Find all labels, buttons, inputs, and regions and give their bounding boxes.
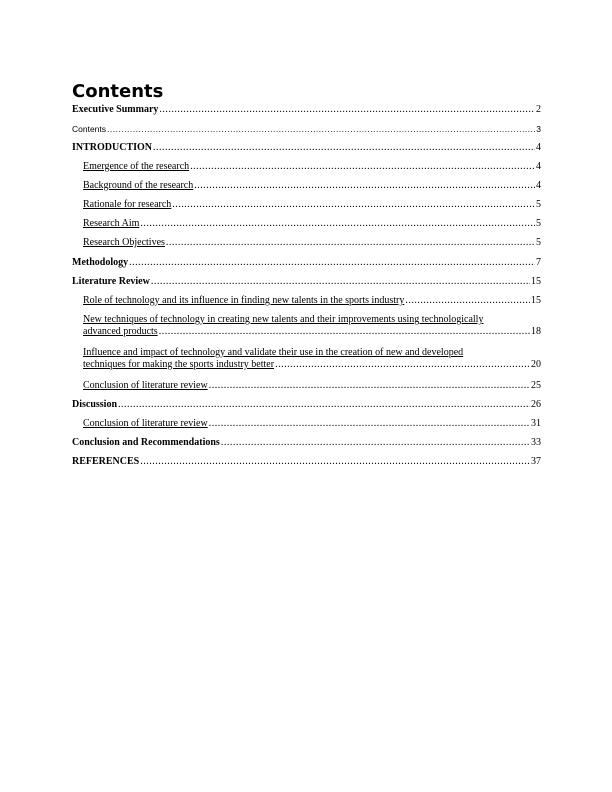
toc-entry-title: Contents bbox=[72, 124, 107, 134]
toc-page-number: 4 bbox=[536, 161, 541, 172]
toc-entry-link[interactable]: New techniques of technology in creating new talents and their improvements using technologically bbox=[83, 314, 484, 325]
contents-heading: Contents bbox=[72, 81, 164, 102]
toc-entry-link[interactable]: Role of technology and its influence in finding new talents in the sports industry bbox=[83, 295, 405, 306]
dot-leader bbox=[166, 237, 535, 249]
dot-leader bbox=[118, 399, 530, 411]
dot-leader bbox=[190, 161, 535, 173]
toc-entry-link[interactable]: Influence and impact of technology and validate their use in the creation of new and developed bbox=[83, 347, 464, 358]
toc-entry-contents[interactable] bbox=[72, 123, 541, 135]
toc-entry-research-aim[interactable] bbox=[83, 218, 541, 230]
toc-entry-link[interactable]: Conclusion of literature review bbox=[83, 380, 208, 391]
toc-entry-research-objectives[interactable] bbox=[83, 237, 541, 249]
toc-entry-title: Conclusion and Recommendations bbox=[72, 437, 220, 448]
dot-leader bbox=[209, 418, 530, 430]
toc-entry-discussion[interactable] bbox=[72, 399, 541, 411]
toc-page-number: 26 bbox=[531, 399, 541, 410]
toc-page-number: 37 bbox=[531, 456, 541, 467]
toc-entry-link-continued[interactable]: advanced products bbox=[83, 326, 158, 337]
dot-leader bbox=[107, 123, 535, 135]
toc-entry-conclusion-literature-review[interactable] bbox=[83, 380, 541, 392]
toc-page-number: 15 bbox=[531, 295, 541, 306]
toc-entry-title: INTRODUCTION bbox=[72, 142, 153, 153]
toc-page-number: 5 bbox=[536, 237, 541, 248]
dot-leader bbox=[151, 276, 530, 288]
dot-leader bbox=[172, 199, 535, 211]
toc-entry-methodology[interactable] bbox=[72, 257, 541, 269]
toc-entry-background[interactable] bbox=[83, 180, 541, 192]
dot-leader bbox=[153, 142, 535, 154]
dot-leader bbox=[209, 380, 530, 392]
toc-entry-link[interactable]: Background of the research bbox=[83, 180, 194, 191]
toc-entry-references[interactable] bbox=[72, 456, 541, 468]
toc-entry-influence-and-impact[interactable] bbox=[83, 347, 541, 371]
toc-page-number: 25 bbox=[531, 380, 541, 391]
dot-leader bbox=[140, 218, 535, 230]
toc-page-number: 20 bbox=[531, 359, 541, 370]
dot-leader bbox=[221, 437, 530, 449]
toc-entry-link[interactable]: Rationale for research bbox=[83, 199, 172, 210]
toc-page-number: 31 bbox=[531, 418, 541, 429]
toc-entry-introduction[interactable] bbox=[72, 142, 541, 154]
dot-leader bbox=[194, 180, 535, 192]
dot-leader bbox=[405, 295, 530, 307]
toc-page-number: 4 bbox=[536, 142, 541, 153]
toc-page-number: 18 bbox=[531, 326, 541, 337]
dot-leader bbox=[129, 257, 535, 269]
toc-entry-new-techniques[interactable] bbox=[83, 314, 541, 338]
toc-entry-emergence[interactable] bbox=[83, 161, 541, 173]
toc-entry-link[interactable]: Research Objectives bbox=[83, 237, 165, 248]
toc-entry-conclusion-recommendations[interactable] bbox=[72, 437, 541, 449]
toc-page-number: 3 bbox=[536, 124, 541, 134]
toc-page-number: 7 bbox=[536, 257, 541, 268]
dot-leader bbox=[275, 359, 530, 371]
dot-leader bbox=[140, 456, 530, 468]
toc-entry-title: Methodology bbox=[72, 257, 129, 268]
toc-entry-role-of-technology[interactable] bbox=[83, 295, 541, 307]
toc-page-number: 33 bbox=[531, 437, 541, 448]
toc-page-number: 2 bbox=[536, 104, 541, 115]
toc-entry-link[interactable]: Conclusion of literature review bbox=[83, 418, 208, 429]
toc-page-number: 4 bbox=[536, 180, 541, 191]
toc-entry-executive-summary[interactable] bbox=[72, 104, 541, 116]
toc-entry-literature-review[interactable] bbox=[72, 276, 541, 288]
toc-entry-link[interactable]: Emergence of the research bbox=[83, 161, 190, 172]
dot-leader bbox=[159, 326, 530, 338]
toc-entry-link-continued[interactable]: techniques for making the sports industry better bbox=[83, 359, 275, 370]
toc-entry-title: Discussion bbox=[72, 399, 118, 410]
dot-leader bbox=[159, 104, 535, 116]
toc-entry-rationale[interactable] bbox=[83, 199, 541, 211]
toc-entry-conclusion-literature-review-2[interactable] bbox=[83, 418, 541, 430]
toc-entry-title: REFERENCES bbox=[72, 456, 140, 467]
toc-entry-title: Executive Summary bbox=[72, 104, 159, 115]
toc-page-number: 5 bbox=[536, 218, 541, 229]
toc-entry-title: Literature Review bbox=[72, 276, 150, 287]
toc-page-number: 15 bbox=[531, 276, 541, 287]
toc-page-number: 5 bbox=[536, 199, 541, 210]
toc-entry-link[interactable]: Research Aim bbox=[83, 218, 140, 229]
